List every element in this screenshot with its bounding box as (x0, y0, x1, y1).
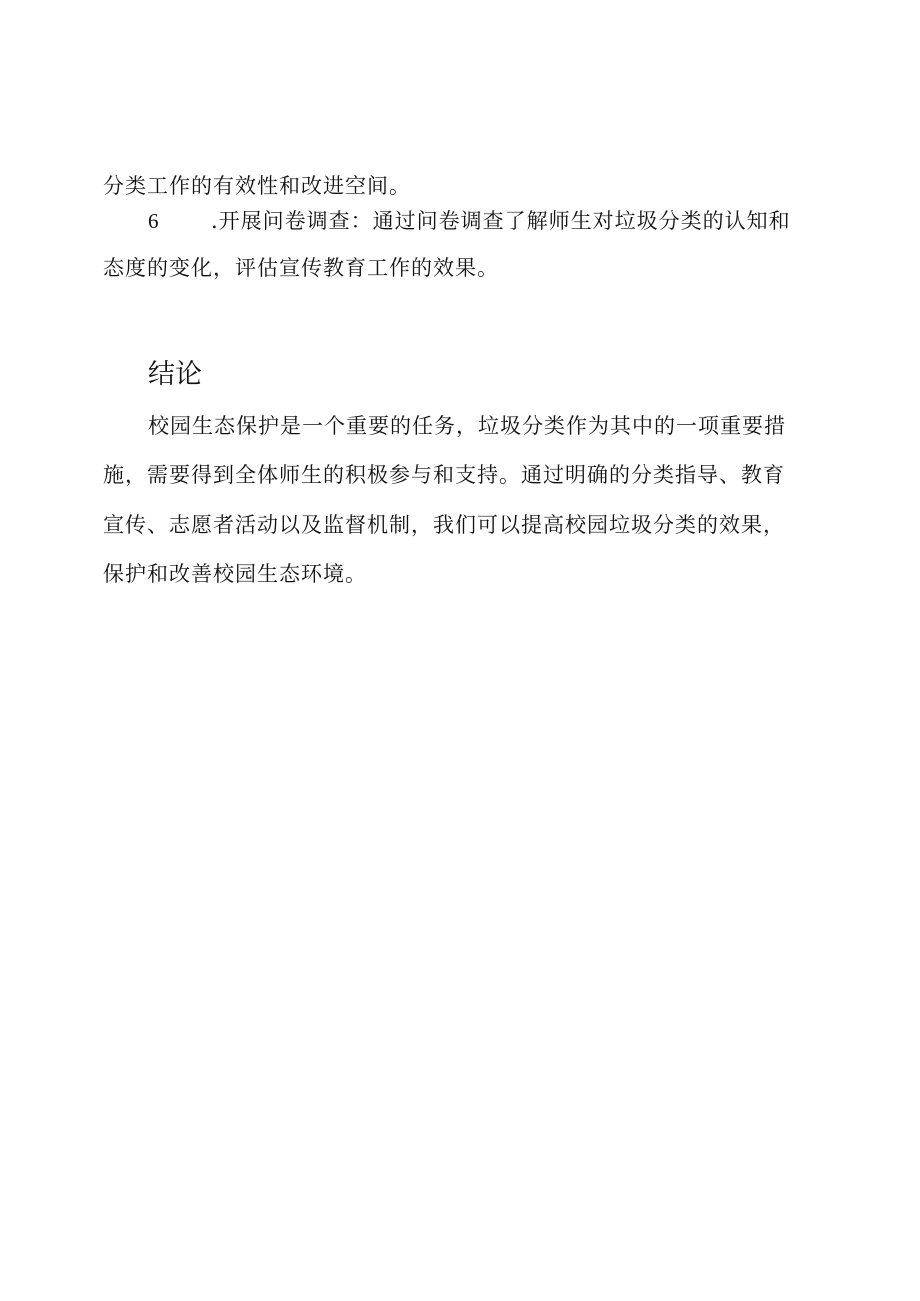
conclusion-paragraph-line-2: 施，需要得到全体师生的积极参与和支持。通过明确的分类指导、教育 (103, 463, 785, 487)
list-item-text-line-2: 态度的变化，评估宣传教育工作的效果。 (103, 256, 499, 280)
conclusion-paragraph-line-1: 校园生态保护是一个重要的任务，垃圾分类作为其中的一项重要措 (148, 414, 786, 438)
section-heading-conclusion: 结论 (148, 359, 202, 390)
list-item-number: 6 (148, 209, 159, 233)
conclusion-paragraph-line-4: 保护和改善校园生态环境。 (103, 562, 367, 586)
list-item-text-line-1: .开展问卷调查：通过问卷调查了解师生对垃圾分类的认知和 (211, 209, 791, 233)
paragraph-continuation: 分类工作的有效性和改进空间。 (103, 174, 411, 198)
conclusion-paragraph-line-3: 宣传、志愿者活动以及监督机制，我们可以提高校园垃圾分类的效果， (103, 513, 785, 537)
